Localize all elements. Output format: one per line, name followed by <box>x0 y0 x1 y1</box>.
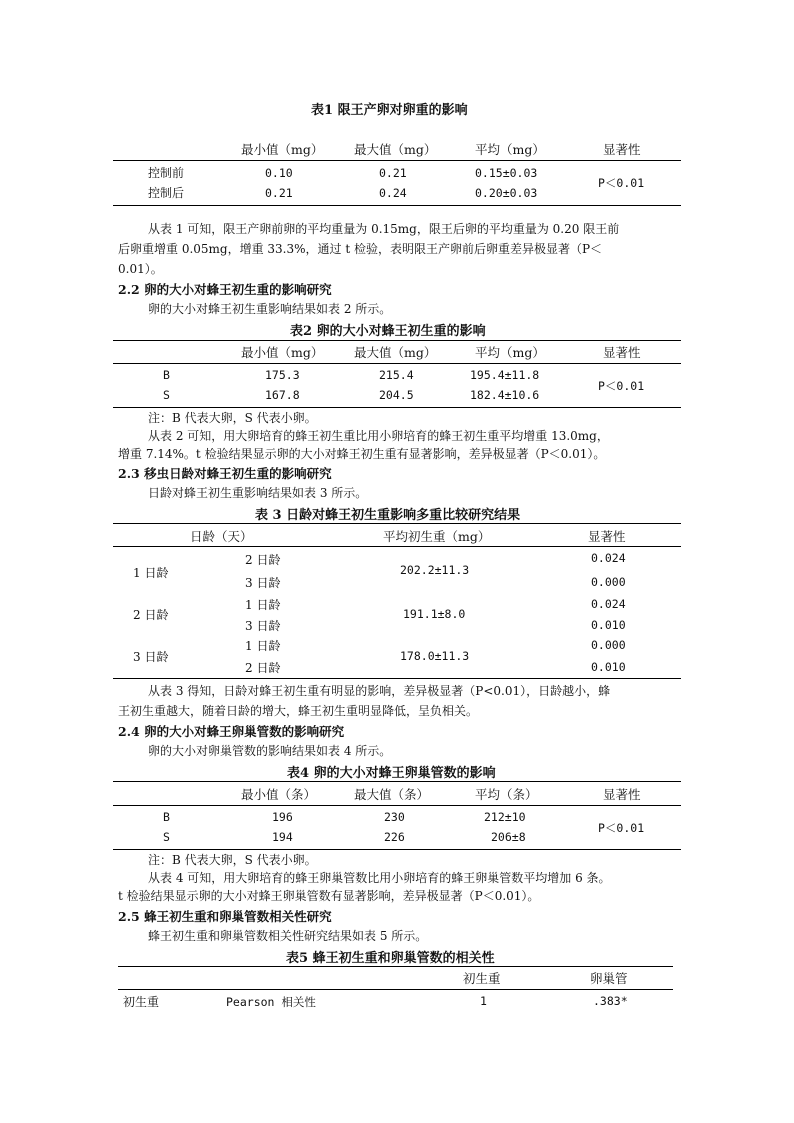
table3-group1-label: 1 日龄 <box>133 566 169 580</box>
table4-header-sig: 显著性 <box>603 787 641 802</box>
table3-group1-avg: 202.2±11.3 <box>400 563 470 577</box>
table4-row1-max: 230 <box>384 810 405 824</box>
table1-row1-min: 0.10 <box>265 166 293 180</box>
para3-line2: 王初生重越大，随着日龄的增大，蜂王初生重明显降低，呈负相关。 <box>118 704 479 718</box>
table1-caption: 表1 限王产卵对卵重的影响 <box>311 103 468 118</box>
table1-row1-avg: 0.15±0.03 <box>475 166 538 180</box>
para1-line2: 后卵重增重 0.05mg，增重 33.3%，通过 t 检验，表明限王产卵前后卵重差异极显著（P＜ <box>118 242 603 256</box>
table3-header-avg: 平均初生重（mg） <box>383 529 491 544</box>
table3-group3-sub1-sig: 0.000 <box>591 638 626 652</box>
table3-rule-top <box>113 523 681 524</box>
table2-row1-avg: 195.4±11.8 <box>470 368 540 382</box>
table5-header-weight: 初生重 <box>463 971 501 986</box>
table5-row-value1: 1 <box>480 994 487 1008</box>
table5-caption: 表5 蜂王初生重和卵巢管数的相关性 <box>286 951 495 966</box>
section-2-3-heading: 2.3 移虫日龄对蜂王初生重的影响研究 <box>118 466 332 481</box>
table5-row-stat: Pearson 相关性 <box>226 995 316 1009</box>
table3-group1-sub1-sig: 0.024 <box>591 551 626 565</box>
table4-row1-label: B <box>163 810 170 824</box>
para3-line1: 从表 3 得知，日龄对蜂王初生重有明显的影响，差异极显著（P<0.01），日龄越小，蜂 <box>148 684 611 698</box>
table4-row1-avg: 212±10 <box>484 810 526 824</box>
table3-group2-sub2-day: 3 日龄 <box>245 619 281 633</box>
table1-header-sig: 显著性 <box>603 142 641 157</box>
table5-rule-top <box>118 966 673 967</box>
table2-rule-top <box>113 340 681 341</box>
table3-group2-sub2-sig: 0.010 <box>591 618 626 632</box>
section-2-5-intro: 蜂王初生重和卵巢管数相关性研究结果如表 5 所示。 <box>148 929 428 943</box>
table4-caption: 表4 卵的大小对蜂王卵巢管数的影响 <box>287 766 496 781</box>
table3-group2-avg: 191.1±8.0 <box>403 607 466 621</box>
table5-row-label: 初生重 <box>123 995 160 1009</box>
para4-line1: 从表 4 可知，用大卵培育的蜂王卵巢管数比用小卵培育的蜂王卵巢管数平均增加 6 条。 <box>148 871 611 885</box>
table3-header-sig: 显著性 <box>588 529 626 544</box>
table3-group3-sub2-day: 2 日龄 <box>245 661 281 675</box>
table3-group2-label: 2 日龄 <box>133 608 169 622</box>
table2-header-min: 最小值（mg） <box>241 345 324 360</box>
table2-header-max: 最大值（mg） <box>354 345 437 360</box>
table2-row1-label: B <box>163 368 170 382</box>
table1-row1-max: 0.21 <box>379 166 407 180</box>
table2-rule-mid <box>113 363 681 364</box>
table3-group1-sub2-day: 3 日龄 <box>245 576 281 590</box>
table1-header-max: 最大值（mg） <box>354 142 437 157</box>
table3-group1-sub1-day: 2 日龄 <box>245 553 281 567</box>
table4-row2-avg: 206±8 <box>491 830 526 844</box>
table3-group3-sub1-day: 1 日龄 <box>245 639 281 653</box>
table1-row1-label: 控制前 <box>148 166 185 180</box>
table2-note: 注：B 代表大卵，S 代表小卵。 <box>148 411 317 425</box>
table4-header-avg: 平均（条） <box>475 787 538 802</box>
table3-group2-sub1-sig: 0.024 <box>591 597 626 611</box>
table5-row-value2: .383* <box>593 994 628 1008</box>
table2-row2-avg: 182.4±10.6 <box>470 388 540 402</box>
table2-row1-max: 215.4 <box>379 368 414 382</box>
table1-rule-top <box>113 160 681 161</box>
table4-header-max: 最大值（条） <box>354 787 430 802</box>
table1-row2-label: 控制后 <box>148 186 185 200</box>
table4-row2-min: 194 <box>272 830 293 844</box>
table2-significance: P＜0.01 <box>598 379 645 393</box>
section-2-2-heading: 2.2 卵的大小对蜂王初生重的影响研究 <box>118 282 332 297</box>
para1-line3: 0.01）。 <box>118 262 163 276</box>
table4-row1-min: 196 <box>272 810 293 824</box>
table3-rule-bottom <box>113 678 681 679</box>
section-2-4-heading: 2.4 卵的大小对蜂王卵巢管数的影响研究 <box>118 724 345 739</box>
section-2-4-intro: 卵的大小对卵巢管数的影响结果如表 4 所示。 <box>148 744 392 758</box>
table2-row2-label: S <box>163 388 170 402</box>
table4-note: 注：B 代表大卵，S 代表小卵。 <box>148 853 317 867</box>
table1-rule-bottom <box>113 205 681 206</box>
table4-rule-bottom <box>113 849 681 850</box>
table2-header-avg: 平均（mg） <box>475 345 545 360</box>
table4-rule-mid <box>113 805 681 806</box>
table2-row1-min: 175.3 <box>265 368 300 382</box>
table1-header-avg: 平均（mg） <box>475 142 545 157</box>
table4-significance: P＜0.01 <box>598 821 645 835</box>
section-2-5-heading: 2.5 蜂王初生重和卵巢管数相关性研究 <box>118 909 332 924</box>
table2-row2-min: 167.8 <box>265 388 300 402</box>
table2-caption: 表2 卵的大小对蜂王初生重的影响 <box>290 324 486 339</box>
table2-rule-bottom <box>113 407 681 408</box>
section-2-2-intro: 卵的大小对蜂王初生重影响结果如表 2 所示。 <box>148 302 392 316</box>
table3-header-age: 日龄（天） <box>190 529 253 544</box>
table4-rule-top <box>113 781 681 782</box>
table1-row2-max: 0.24 <box>379 186 407 200</box>
table1-header-min: 最小值（mg） <box>241 142 324 157</box>
table3-group3-avg: 178.0±11.3 <box>400 649 470 663</box>
table4-row2-label: S <box>163 830 170 844</box>
table5-rule-mid <box>118 989 673 990</box>
table3-group3-label: 3 日龄 <box>133 650 169 664</box>
table4-row2-max: 226 <box>384 830 405 844</box>
table2-row2-max: 204.5 <box>379 388 414 402</box>
table3-group1-sub2-sig: 0.000 <box>591 575 626 589</box>
table3-caption: 表 3 日龄对蜂王初生重影响多重比较研究结果 <box>255 508 521 523</box>
para2-line2: 增重 7.14%。t 检验结果显示卵的大小对蜂王初生重有显著影响，差异极显著（P＜0.01）。 <box>118 447 606 461</box>
section-2-3-intro: 日龄对蜂王初生重影响结果如表 3 所示。 <box>148 486 368 500</box>
table2-header-sig: 显著性 <box>603 345 641 360</box>
para4-line2: t 检验结果显示卵的大小对蜂王卵巢管数有显著影响，差异极显著（P＜0.01）。 <box>118 889 540 903</box>
table1-row2-min: 0.21 <box>265 186 293 200</box>
table1-row2-avg: 0.20±0.03 <box>475 186 538 200</box>
table5-header-ovariole: 卵巢管 <box>590 971 628 986</box>
table4-header-min: 最小值（条） <box>241 787 317 802</box>
table3-group2-sub1-day: 1 日龄 <box>245 598 281 612</box>
table3-group3-sub2-sig: 0.010 <box>591 660 626 674</box>
para2-line1: 从表 2 可知，用大卵培育的蜂王初生重比用小卵培育的蜂王初生重平均增重 13.0mg， <box>148 429 609 443</box>
table3-rule-mid <box>113 546 681 547</box>
table1-significance: P＜0.01 <box>598 176 645 190</box>
para1-line1: 从表 1 可知，限王产卵前卵的平均重量为 0.15mg，限王后卵的平均重量为 0.20 限王前 <box>148 222 620 236</box>
